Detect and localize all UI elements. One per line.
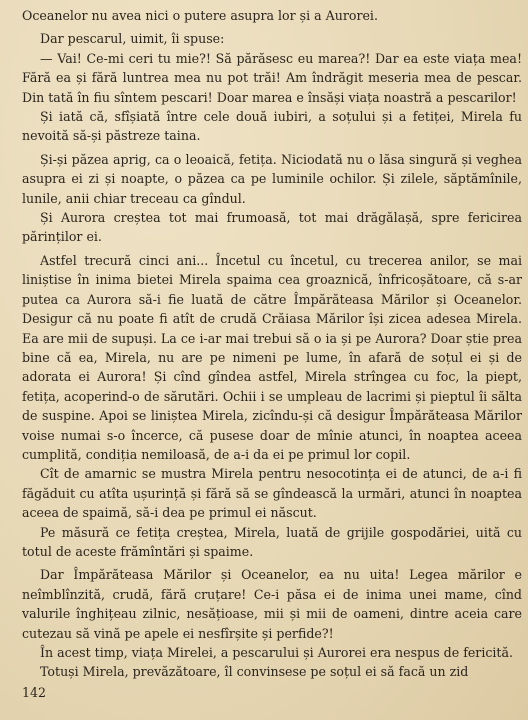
paragraph: Și iată că, sfîșiată între cele două iubiri, a soțului și a fetiței, Mirela fu nevoită să-și păstreze taina. — [22, 109, 522, 144]
paragraph: Totuși Mirela, prevăzătoare, îl convinsese pe soțul ei să facă un zid — [40, 664, 469, 680]
paragraph: Și Aurora creștea tot mai frumoasă, tot mai drăgălașă, spre fericirea părinților ei. — [22, 210, 522, 245]
page-text — [22, 6, 522, 682]
paragraph: — Vai! Ce-mi ceri tu mie?! Să părăsesc eu marea?! Dar ea este viața mea! Fără ea și fără luntrea mea nu pot trăi! Am îndrăgit meseria mea de pescar. Din tată în fiu sîntem pescari! Doar marea e însăși viața noastră a pescarilor! — [22, 50, 522, 105]
paragraph: Cît de amarnic se mustra Mirela pentru nesocotința ei de atunci, de a-i fi făgăduit cu atîta ușurință și fără să se gîndească la urmări, atunci în noaptea aceea de spaimă, să-i dea pe primul ei născut. — [22, 466, 522, 521]
paragraph: Și-și păzea aprig, ca o leoaică, fetița. Niciodată nu o lăsa singură și veghea asupra ei zi și noapte, o păzea ca pe luminile ochilor. Și zilele, săptămînile, lunile, anii chiar treceau ca gîndul. — [22, 151, 522, 206]
paragraph: Pe măsură ce fetița creștea, Mirela, luată de grijile gospodăriei, uită cu totul de aceste frămîntări și spaime. — [22, 524, 522, 559]
paragraph: În acest timp, viața Mirelei, a pescarului și Aurorei era nespus de fericită. — [40, 645, 514, 660]
paragraph: Dar Împărăteasa Mărilor și Oceanelor, ea nu uita! Legea mărilor e neîmblînzită, crudă, fără cruțare! Ce-i păsa ei de inima unei mame, cînd valurile înghițeau zilnic, nesățioase, mii și mii de oameni, dintre aceia care cutezau să vină pe apele ei nesfîrșite și perfide?! — [22, 567, 522, 641]
paragraph: Astfel trecură cinci ani... Încetul cu încetul, cu trecerea anilor, se mai liniștise în inima bietei Mirela spaima cea groaznică, înfricoșătoare, că s-ar putea ca Aurora să-i fie luată de către Împărăteasa Mărilor și Oceanelor. Desigur că nu poate fi atît de crudă Crăiasa Mărilor își zicea adesea Mirela. Ea are mii de supuși. La ce i-ar mai trebui să o ia și pe Aurora? Doar știe prea bine că ea, Mirela, nu are pe nimeni pe lume, în afară de soțul ei și de adorata ei Aurora! Și cînd gîndea astfel, Mirela strîngea cu foc, la piept, fetița, acoperind-o de sărutări. Ochii i se umpleau de lacrimi și pieptul îi sălta de suspine. Apoi se liniștea Mirela, zicîndu-și că desigur Împărăteasa Mărilor voise numai s-o încerce, că pusese doar de mînie atunci, în noaptea aceea cumplită, condiția nemiloasă, de a-i da ei pe primul lor copil. — [22, 252, 522, 462]
page-number: 142 — [22, 685, 47, 700]
paragraph: Oceanelor nu avea nici o putere asupra lor și a Aurorei. — [22, 8, 378, 23]
paragraph: Dar pescarul, uimit, îi spuse: — [40, 31, 225, 47]
